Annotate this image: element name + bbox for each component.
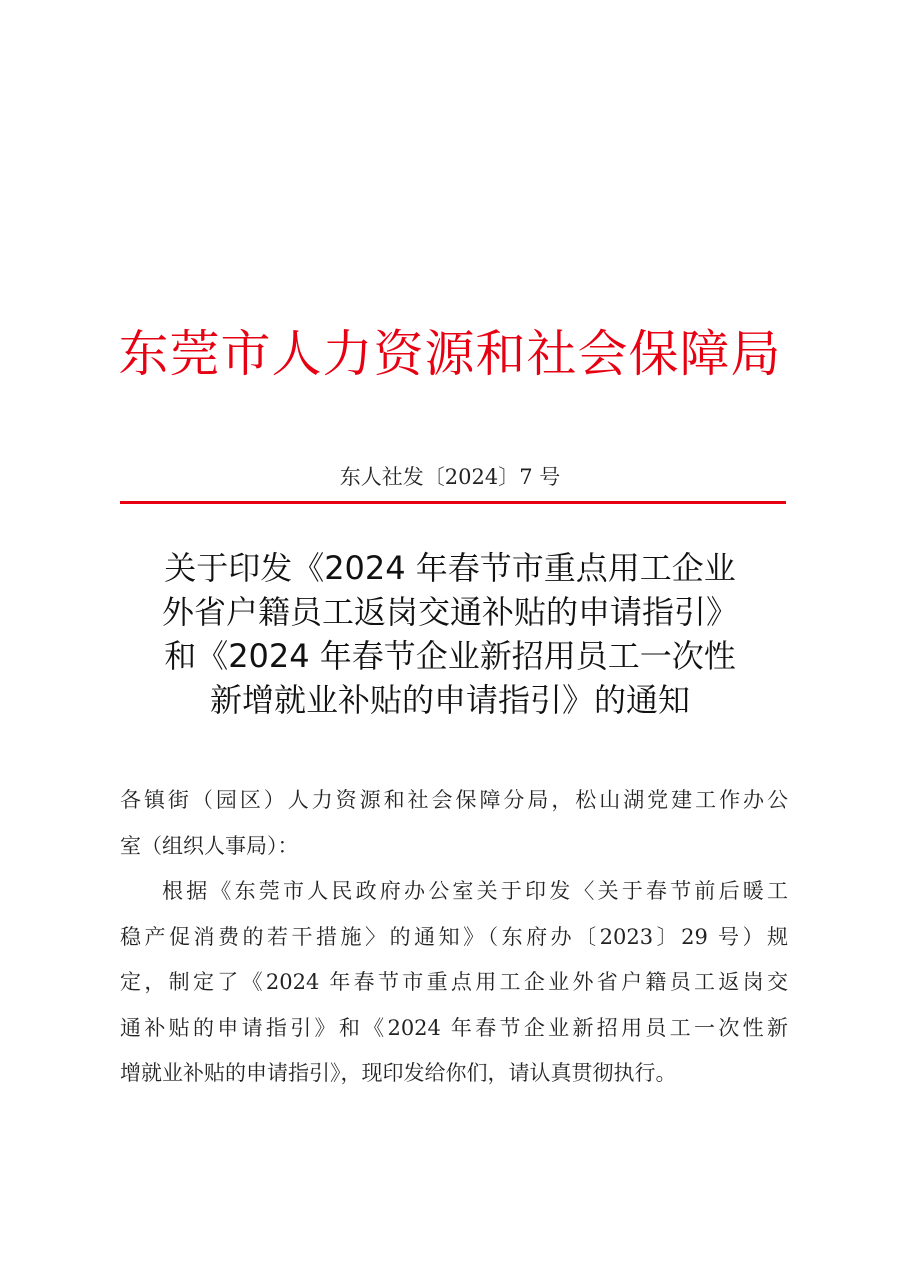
document-number: 东人社发〔2024〕7 号 [339, 465, 561, 489]
red-divider-line [120, 501, 786, 504]
body-line: 定，制定了《2024 年春节市重点用工企业外省户籍员工返岗交 [120, 970, 788, 994]
body-line: 稳产促消费的若干措施〉的通知》（东府办〔2023〕29 号）规 [120, 924, 788, 949]
issuer-name: 东莞市人力资源和社会保障局 [118, 325, 782, 383]
title-line: 和《2024 年春节企业新招用员工一次性 [164, 637, 736, 675]
recipient-line: 各镇街（园区）人力资源和社会保障分局，松山湖党建工作办公 [120, 788, 788, 812]
title-line: 关于印发《2024 年春节市重点用工企业 [164, 549, 736, 587]
document-title [100, 546, 800, 722]
body-line: 根据《东莞市人民政府办公室关于印发〈关于春节前后暖工 [162, 879, 788, 903]
title-line: 外省户籍员工返岗交通补贴的申请指引》 [161, 593, 738, 631]
body-paragraph [120, 869, 788, 1097]
recipient-paragraph [120, 778, 788, 869]
body-line: 通补贴的申请指引》和《2024 年春节企业新招用员工一次性新 [120, 1015, 788, 1040]
body-line: 增就业补贴的申请指引》，现印发给你们，请认真贯彻执行。 [120, 1061, 677, 1085]
recipient-line: 室（组织人事局）： [120, 833, 299, 858]
document-body [120, 778, 788, 1097]
title-line: 新增就业补贴的申请指引》的通知 [209, 681, 690, 719]
